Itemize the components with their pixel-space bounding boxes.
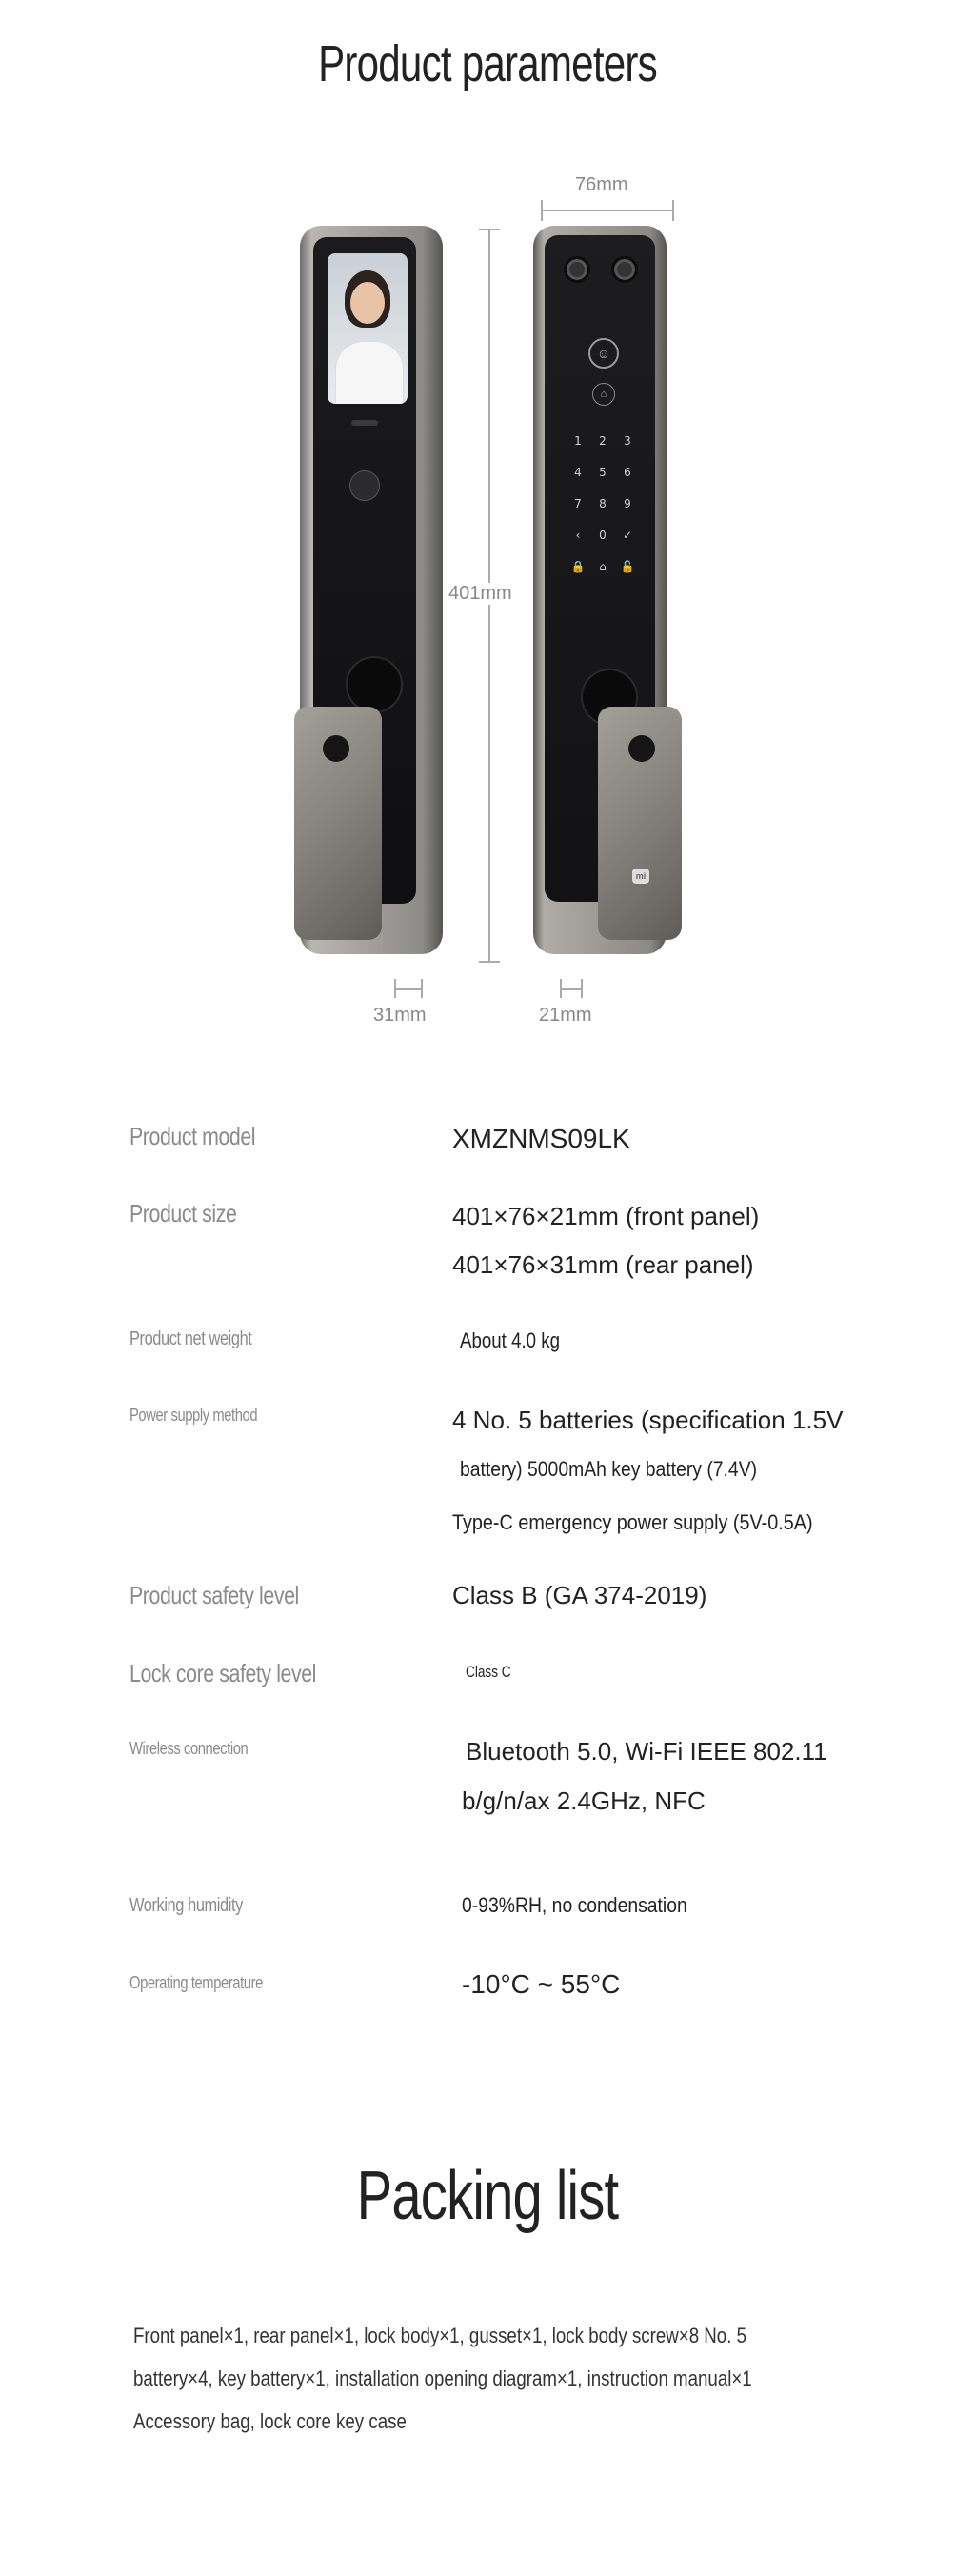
param-value-power-2: battery) 5000mAh key battery (7.4V)	[460, 1457, 758, 1481]
camera-left-icon	[564, 256, 590, 283]
rear-button-icon	[628, 735, 655, 762]
height-dimension-label: 401mm	[446, 583, 515, 605]
packing-list-title: Packing list	[356, 2158, 619, 2234]
param-value-power-1: 4 No. 5 batteries (specification 1.5V	[452, 1406, 844, 1434]
keypad-key[interactable]: 1	[574, 434, 582, 448]
keypad-key[interactable]: 0	[599, 529, 607, 542]
keypad	[566, 426, 642, 583]
param-value-lock-core: Class C	[466, 1663, 511, 1681]
keypad-key[interactable]: 7	[574, 497, 582, 510]
lock-key-icon[interactable]: 🔒	[570, 560, 586, 573]
param-value-power-3: Type-C emergency power supply (5V-0.5A)	[452, 1510, 813, 1534]
param-label-wireless: Wireless connection	[129, 1739, 249, 1758]
keypad-key[interactable]: 3	[624, 434, 631, 448]
width-dimension-tick-right	[672, 200, 674, 221]
page-title: Product parameters	[318, 35, 657, 92]
screen-person-shirt	[335, 341, 404, 404]
param-value-model: XMZNMS09LK	[452, 1124, 630, 1153]
rear-depth-tick-right	[581, 979, 583, 998]
packing-line: Accessory bag, lock core key case	[133, 2409, 407, 2433]
param-value-size-front: 401×76×21mm (front panel)	[452, 1202, 760, 1230]
rear-depth-line	[560, 988, 583, 990]
param-label-lock-core: Lock core safety level	[129, 1659, 316, 1687]
param-value-size-rear: 401×76×31mm (rear panel)	[452, 1250, 754, 1279]
param-value-weight: About 4.0 kg	[460, 1328, 561, 1352]
height-dimension-tick-top	[479, 229, 500, 230]
front-handle	[294, 707, 382, 940]
param-value-humidity: 0-93%RH, no condensation	[462, 1893, 687, 1917]
param-label-safety: Product safety level	[129, 1581, 299, 1609]
front-depth-line	[394, 988, 423, 990]
packing-line: battery×4, key battery×1, installation opening diagram×1, instruction manual×1	[133, 2366, 752, 2390]
height-dimension-tick-bottom	[479, 961, 500, 963]
width-dimension-label: 76mm	[575, 174, 628, 195]
param-label-model: Product model	[129, 1122, 256, 1150]
home-key-icon[interactable]: ⌂	[599, 560, 607, 573]
keypad-key[interactable]: 6	[624, 466, 631, 479]
keypad-key[interactable]: 8	[599, 497, 607, 510]
front-depth-tick-right	[421, 979, 423, 998]
mi-logo: mi	[632, 869, 649, 884]
face-recognition-icon: ☺	[588, 338, 619, 369]
keypad-key[interactable]: ‹	[575, 529, 581, 542]
param-value-wireless-1: Bluetooth 5.0, Wi-Fi IEEE 802.11	[466, 1737, 827, 1766]
keyhole-icon	[323, 735, 349, 762]
speaker-slot	[351, 420, 378, 426]
packing-line: Front panel×1, rear panel×1, lock body×1, gusset×1, lock body screw×8 No. 5	[133, 2324, 746, 2347]
param-label-temperature: Operating temperature	[129, 1973, 263, 1992]
width-dimension-tick-left	[541, 200, 543, 221]
param-label-power: Power supply method	[129, 1406, 258, 1425]
doorbell-button-icon	[349, 470, 380, 501]
param-value-temperature: -10°C ~ 55°C	[462, 1969, 621, 1999]
front-depth-label: 31mm	[373, 1005, 427, 1026]
param-value-wireless-2: b/g/n/ax 2.4GHz, NFC	[462, 1787, 706, 1815]
keypad-key[interactable]: 5	[599, 466, 607, 479]
param-value-safety: Class B (GA 374-2019)	[452, 1581, 707, 1609]
bell-icon: ⌂	[592, 383, 615, 406]
rear-depth-label: 21mm	[539, 1005, 592, 1026]
video-screen	[328, 253, 408, 404]
rear-panel	[533, 226, 667, 954]
keypad-key[interactable]: 4	[574, 466, 582, 479]
front-depth-tick-left	[394, 979, 396, 998]
param-label-size: Product size	[129, 1199, 237, 1228]
screen-person-face	[350, 282, 385, 324]
rear-depth-tick-left	[560, 979, 562, 998]
keypad-key[interactable]: 2	[599, 434, 607, 448]
keypad-key[interactable]: ✓	[622, 529, 633, 542]
rear-handle	[598, 707, 682, 940]
param-label-humidity: Working humidity	[129, 1895, 243, 1916]
fingerprint-sensor-icon	[346, 656, 403, 713]
unlock-key-icon[interactable]: 🔓	[620, 560, 635, 573]
width-dimension-line	[541, 210, 674, 211]
param-label-weight: Product net weight	[129, 1328, 252, 1349]
camera-right-icon	[611, 256, 638, 283]
keypad-key[interactable]: 9	[624, 497, 631, 510]
front-panel	[300, 226, 443, 954]
